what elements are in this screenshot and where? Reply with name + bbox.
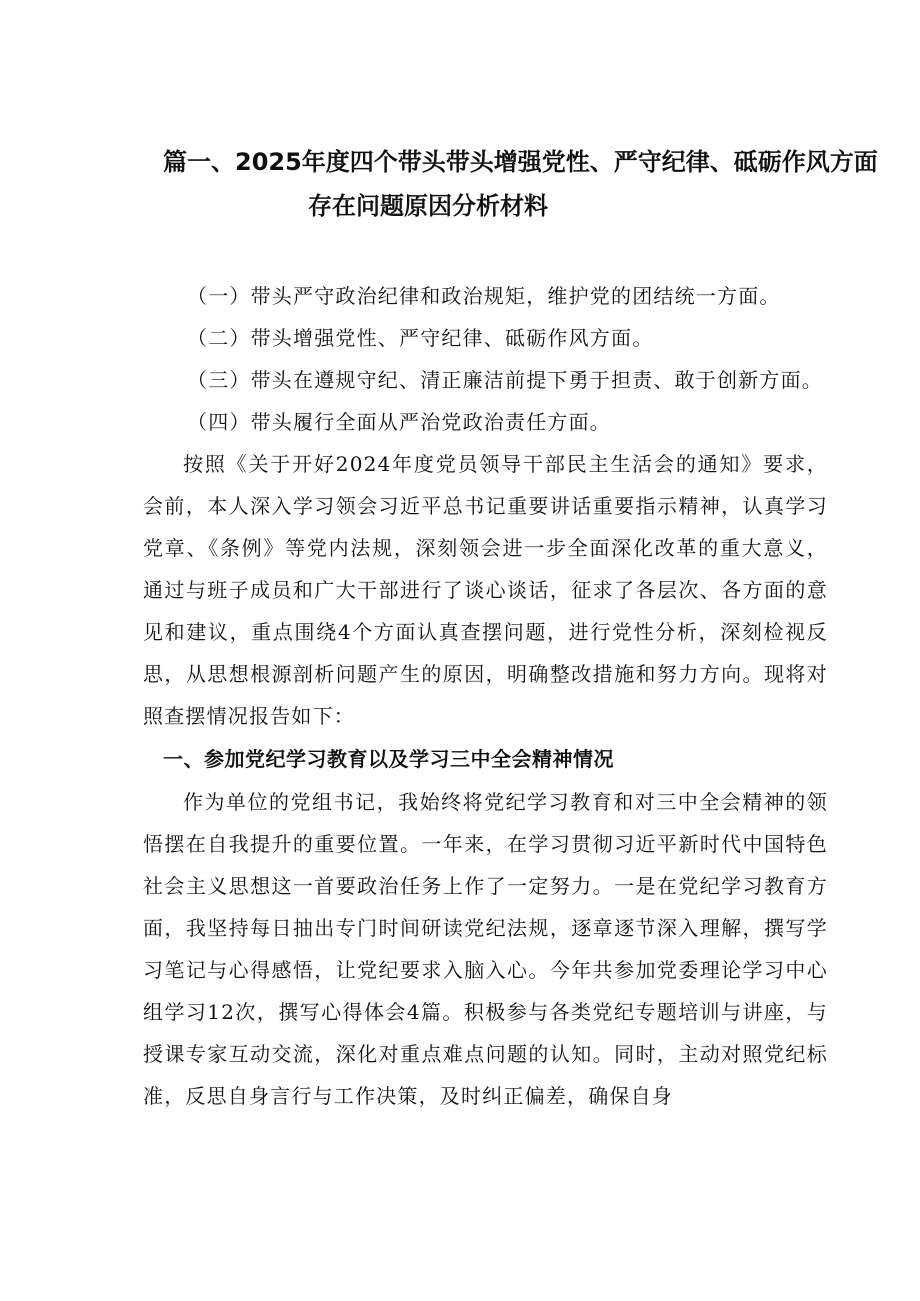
list-item-1: （一）带头严守政治纪律和政治规矩，维护党的团结统一方面。 [187,284,781,308]
list-item-4: （四）带头履行全面从严治党政治责任方面。 [187,410,611,434]
document-title [0,140,920,228]
list-item-2: （二）带头增强党性、严守纪律、砥砺作风方面。 [187,326,654,350]
title-line-1: 篇一、2025年度四个带头带头增强党性、严守纪律、砥砺作风方面 [163,148,878,176]
intro-paragraph: 按照《关于开好2024年度党员领导干部民主生活会的通知》要求，会前，本人深入学习领会习近平总书记重要讲话重要指示精神，认真学习党章、《条例》等党内法规，深刻领会进一步全面深化改革的重大意义，通过与班子成员和广大干部进行了谈心谈话，征求了各层次、各方面的意见和建议，重点围绕4个方面认真查摆问题，进行党性分析，深刻检视反思，从思想根源剖析问题产生的原因，明确整改措施和努力方向。现将对照查摆情况报告如下： [143,452,828,728]
section-paragraph: 作为单位的党组书记，我始终将党纪学习教育和对三中全会精神的领悟摆在自我提升的重要位置。一年来，在学习贯彻习近平新时代中国特色社会主义思想这一首要政治任务上作了一定努力。一是在党纪学习教育方面，我坚持每日抽出专门时间研读党纪法规，逐章逐节深入理解，撰写学习笔记与心得感悟，让党纪要求入脑入心。今年共参加党委理论学习中心组学习12次，撰写心得体会4篇。积极参与各类党纪专题培训与讲座，与授课专家互动交流，深化对重点难点问题的认知。同时，主动对照党纪标准，反思自身言行与工作决策，及时纠正偏差，确保自身 [143,790,828,1108]
list-item-3: （三）带头在遵规守纪、清正廉洁前提下勇于担责、敢于创新方面。 [187,368,823,392]
title-line-2: 存在问题原因分析材料 [308,192,548,220]
document-body [143,275,828,1117]
section-heading: 一、参加党纪学习教育以及学习三中全会精神情况 [163,747,614,771]
